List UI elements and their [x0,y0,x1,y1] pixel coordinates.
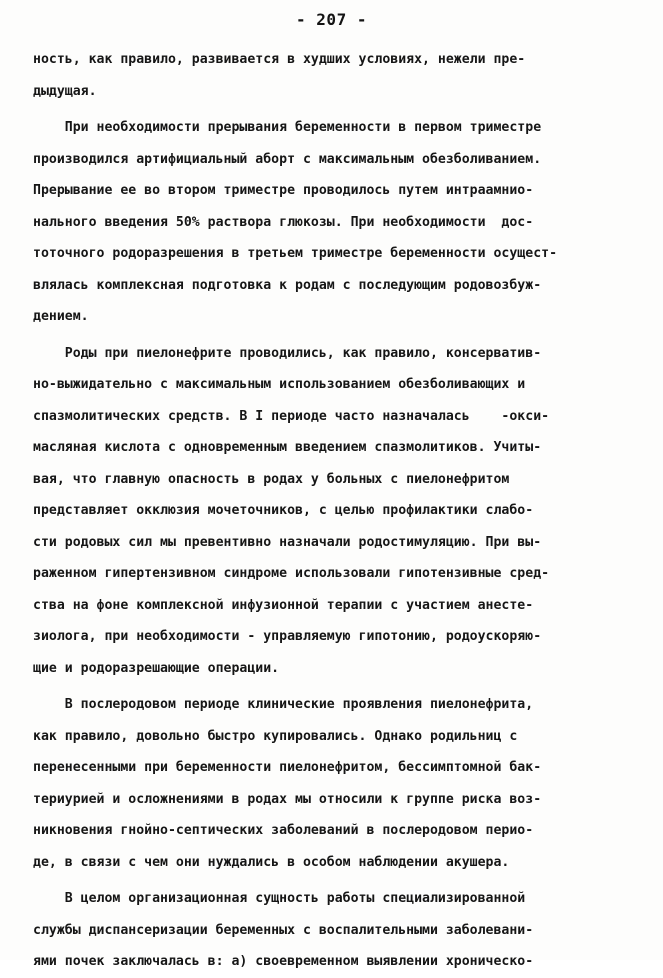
text-line: нального введения 50% раствора глюкозы. При необходимости дос- [33,214,534,230]
body-text [33,44,633,978]
text-line: Прерывание ее во втором триместре проводилось путем интраамнио- [33,183,534,198]
page-number: - 207 - [296,10,367,29]
text-line: зиолога, при необходимости - управляемую гипотонию, родоускоряю- [33,629,542,644]
text-line: вая, что главную опасность в родах у больных с пиелонефритом [33,471,510,487]
text-line: При необходимости прерывания беременности в первом триместре [33,120,542,135]
text-line: щие и родоразрешающие операции. [33,660,280,676]
text-line: масляная кислота с одновременным введением спазмолитиков. Учиты- [33,440,542,455]
text-line: Роды при пиелонефрите проводились, как правило, консерватив- [33,345,542,361]
text-line: дением. [33,309,89,324]
text-line: службы диспансеризации беременных с воспалительными заболевани- [33,922,534,938]
text-line: представляет окклюзия мочеточников, с целью профилактики слабо- [33,503,534,518]
text-line: де, в связи с чем они нуждались в особом наблюдении акушера. [33,854,510,870]
text-line: перенесенными при беременности пиелонефритом, бессимптомной бак- [33,760,542,775]
text-line: сти родовых сил мы превентивно назначали родостимуляцию. При вы- [33,534,542,550]
text-line: спазмолитических средств. В I периоде часто назначалась -окси- [33,408,550,424]
text-line: влялась комплексная подготовка к родам с последующим родовозбуж- [33,277,542,293]
text-line: но-выжидательно с максимальным использованием обезболивающих и [33,377,526,392]
text-line: тоточного родоразрешения в третьем триместре беременности осущест- [33,246,558,261]
text-line: никновения гнойно-септических заболеваний в послеродовом перио- [33,823,534,838]
text-line: раженном гипертензивном синдроме использовали гипотензивные сред- [33,566,550,581]
text-line: В послеродовом периоде клинические проявления пиелонефрита, [33,697,534,712]
text-line: В целом организационная сущность работы специализированной [33,891,526,906]
text-line: ность, как правило, развивается в худших условиях, нежели пре- [33,52,526,67]
text-line: териурией и осложнениями в родах мы относили к группе риска воз- [33,791,542,807]
text-line: ями почек заключалась в: а) своевременном выявлении хроническо- [33,954,534,969]
text-line: ства на фоне комплексной инфузионной терапии с участием анесте- [33,597,534,613]
text-line: дыдущая. [33,83,97,99]
text-line: как правило, довольно быстро купировались. Однако родильниц с [33,728,518,744]
text-line: производился артифициальный аборт с максимальным обезболиванием. [33,151,542,167]
